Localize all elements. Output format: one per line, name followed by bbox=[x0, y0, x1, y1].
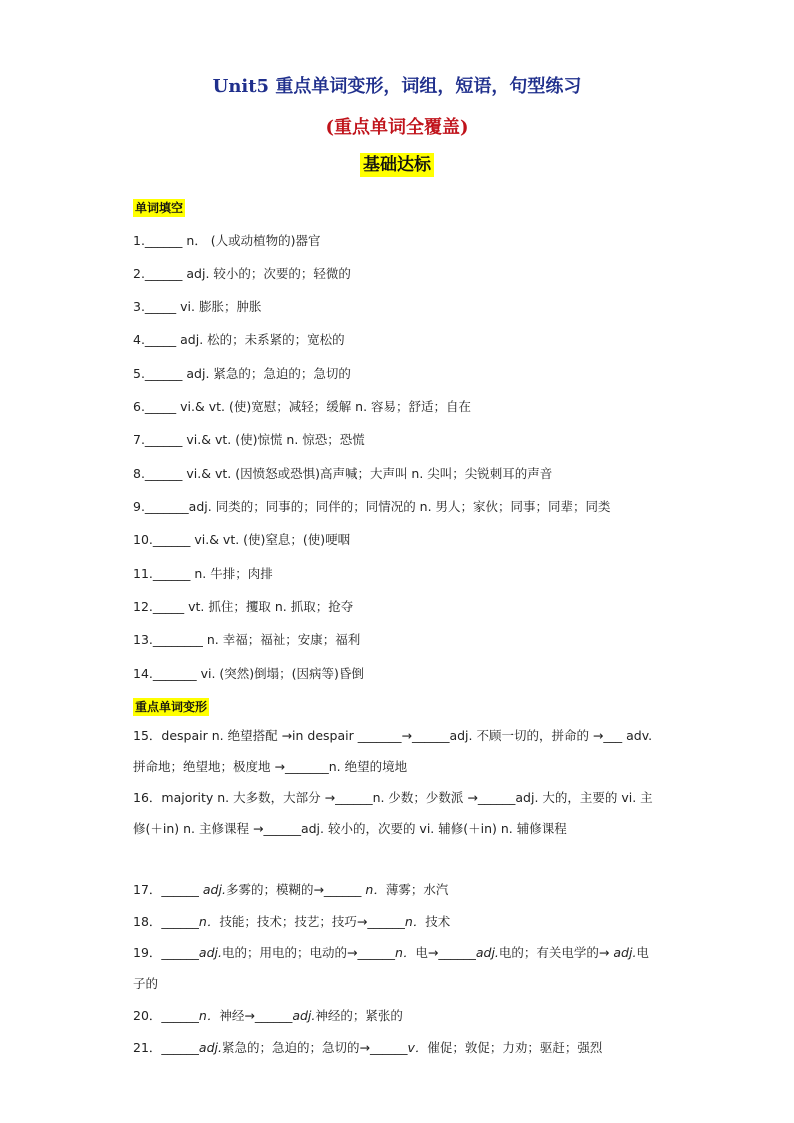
vocab-item: 5.______ adj. 紧急的；急迫的；急切的 bbox=[133, 366, 351, 381]
vocab-item: 11.______ n. 牛排；肉排 bbox=[133, 566, 273, 581]
transform-item: 15．despair n. 绝望搭配 →in despair _______→______adj. 不顾一切的，拼命的 →___ adv. 拼命地；绝望地；极度地 →_______n. 绝望的境地 bbox=[133, 728, 653, 774]
vocab-item: 10.______ vi.& vt. (使)窒息；(使)哽咽 bbox=[133, 532, 351, 547]
transform-pos-item: 18．______n．技能；技术；技艺；技巧→______n．技术 bbox=[133, 914, 451, 929]
vocab-item: 1.______ n． (人或动植物的)器官 bbox=[133, 233, 321, 248]
level-heading-wrap bbox=[0, 153, 794, 177]
page-subtitle: (重点单词全覆盖) bbox=[325, 117, 469, 138]
transform-pos-item: 21．______adj.紧急的；急迫的；急切的→______v．催促；敦促；力劝；驱赶；强烈 bbox=[133, 1040, 603, 1055]
transform-item: 16．majority n. 大多数，大部分 →______n. 少数；少数派 →______adj. 大的，主要的 vi. 主修(＋in) n. 主修课程 →______adj. 较小的，次要的 vi. 辅修(＋in) n. 辅修课程 bbox=[133, 790, 653, 836]
vocab-item: 14._______ vi. (突然)倒塌；(因病等)昏倒 bbox=[133, 666, 364, 681]
vocab-item: 4._____ adj. 松的；未系紧的；宽松的 bbox=[133, 332, 345, 347]
transform-pos-item: 19．______adj.电的；用电的；电动的→______n．电→______adj.电的；有关电学的→ adj.电子的 bbox=[133, 945, 649, 991]
level-heading: 基础达标 bbox=[360, 153, 434, 177]
transform-pos-item: 20．______n．神经→______adj.神经的；紧张的 bbox=[133, 1008, 403, 1023]
vocab-item: 8.______ vi.& vt. (因愤怒或恐惧)高声喊；大声叫 n. 尖叫；尖锐刺耳的声音 bbox=[133, 466, 553, 481]
vocab-item: 13.________ n. 幸福；福祉；安康；福利 bbox=[133, 632, 361, 647]
vocab-item: 3._____ vi. 膨胀；肿胀 bbox=[133, 299, 262, 314]
vocab-item: 6._____ vi.& vt. (使)宽慰；减轻；缓解 n. 容易；舒适；自在 bbox=[133, 399, 472, 414]
section-fill-in: 单词填空 bbox=[135, 201, 184, 215]
vocab-item: 7.______ vi.& vt. (使)惊慌 n. 惊恐；恐慌 bbox=[133, 432, 365, 447]
vocab-item: 9._______adj. 同类的；同事的；同伴的；同情况的 n. 男人；家伙；同事；同辈；同类 bbox=[133, 499, 611, 514]
transform-pos-item: 17．______ adj.多雾的；模糊的→______ n．薄雾；水汽 bbox=[133, 882, 449, 897]
vocab-item: 12._____ vt. 抓住；攫取 n. 抓取；抢夺 bbox=[133, 599, 354, 614]
section-transform: 重点单词变形 bbox=[135, 700, 208, 714]
vocab-item: 2.______ adj. 较小的；次要的；轻微的 bbox=[133, 266, 351, 281]
page-title: Unit5 重点单词变形，词组，短语，句型练习 bbox=[212, 76, 582, 97]
